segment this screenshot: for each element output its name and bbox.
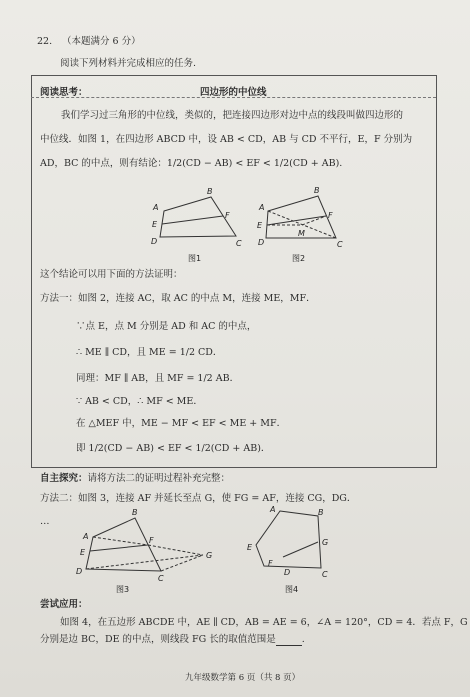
fig1-label-a: A (153, 203, 159, 212)
page-footer: 九年级数学第 6 页（共 8 页） (185, 673, 301, 683)
question-number: 22. (37, 36, 53, 47)
figure-4 (256, 511, 321, 568)
proof-step-2: ∴ ME ∥ CD，且 ME = 1/2 CD． (76, 347, 223, 358)
fig4-label-f: F (268, 559, 273, 568)
reading-paragraph-line-2: 中位线．如图 1，在四边形 ABCD 中，设 AB < CD，AB 与 CD 不平行，E，F 分别为 (40, 134, 413, 145)
figure-3-caption: 图3 (116, 585, 130, 594)
proof-step-1: ∵点 E，点 M 分别是 AD 和 AC 的中点， (76, 321, 257, 332)
proof-step-3: 同理：MF ∥ AB，且 MF = 1/2 AB． (76, 373, 240, 384)
ellipsis: … (40, 516, 50, 527)
figure-3 (86, 518, 203, 571)
fig4-label-e: E (247, 543, 253, 552)
proof-intro: 这个结论可以用下面的方法证明： (40, 269, 183, 280)
fig3-label-a: A (83, 532, 89, 541)
explore-text: 请将方法二的证明过程补充完整： (87, 473, 231, 484)
apply-text-end: . (301, 634, 305, 645)
fig1-label-e: E (152, 220, 158, 229)
apply-text-line-2: 分别是边 BC，DE 的中点，则线段 FG 长的取值范围是 (40, 634, 276, 645)
figure-2-labels (257, 186, 343, 249)
fig1-label-b: B (207, 187, 213, 196)
instruction-text: 阅读下列材料并完成相应的任务. (60, 58, 197, 69)
figure-4-caption: 图4 (285, 585, 299, 594)
reading-paragraph-line-3: AD，BC 的中点，则有结论：1/2(CD − AB) < EF < 1/2(CD + AB). (40, 158, 343, 169)
method-two: 方法二：如图 3，连接 AF 并延长至点 G，使 FG = AF，连接 CG，DG． (40, 493, 357, 504)
fig4-label-a: A (270, 505, 276, 514)
fig4-label-g: G (322, 538, 329, 547)
fig3-label-g: G (206, 551, 213, 560)
fig4-label-c: C (322, 570, 328, 579)
proof-step-6: 即 1/2(CD − AB) < EF < 1/2(CD + AB)． (76, 443, 271, 454)
fig2-label-e: E (257, 221, 263, 230)
fig4-label-b: B (318, 508, 324, 517)
fig2-label-b: B (314, 186, 320, 195)
fig1-label-c: C (236, 239, 242, 248)
proof-step-4: ∵ AB < CD，∴ MF < ME． (76, 396, 203, 407)
fig3-label-d: D (76, 567, 83, 576)
figure-2-caption: 图2 (292, 254, 306, 263)
question-points: （本题满分 6 分） (62, 36, 141, 47)
fig1-label-d: D (151, 237, 158, 246)
apply-label: 尝试应用： (40, 599, 88, 610)
figure-1-labels (151, 187, 242, 248)
fig3-label-c: C (158, 574, 164, 583)
proof-step-5: 在 △MEF 中，ME − MF < EF < ME + MF． (76, 418, 287, 429)
explore-label: 自主探究： (40, 473, 88, 484)
fig1-label-f: F (225, 211, 230, 220)
fig2-label-a: A (259, 203, 265, 212)
reading-paragraph-line-1: 我们学习过三角形的中位线，类似的，把连接四边形对边中点的线段叫做四边形的 (61, 110, 404, 121)
fig3-label-e: E (80, 548, 86, 557)
method-one: 方法一：如图 2，连接 AC，取 AC 的中点 M，连接 ME，MF． (40, 293, 316, 304)
fig2-label-f: F (328, 211, 333, 220)
fig3-label-b: B (132, 508, 138, 517)
answer-blank[interactable] (276, 636, 302, 646)
reading-label: 阅读思考： (40, 87, 88, 98)
apply-text-line-1: 如图 4，在五边形 ABCDE 中，AE ∥ CD，AB = AE = 6，∠A = 120°，CD = 4．若点 F，G (60, 617, 468, 628)
fig2-label-m: M (298, 229, 305, 238)
fig2-label-c: C (337, 240, 343, 249)
reading-title: 四边形的中位线 (200, 87, 267, 98)
fig2-label-d: D (258, 238, 265, 247)
fig3-label-f: F (149, 536, 154, 545)
fig4-label-d: D (284, 568, 291, 577)
figure-1-caption: 图1 (188, 254, 202, 263)
